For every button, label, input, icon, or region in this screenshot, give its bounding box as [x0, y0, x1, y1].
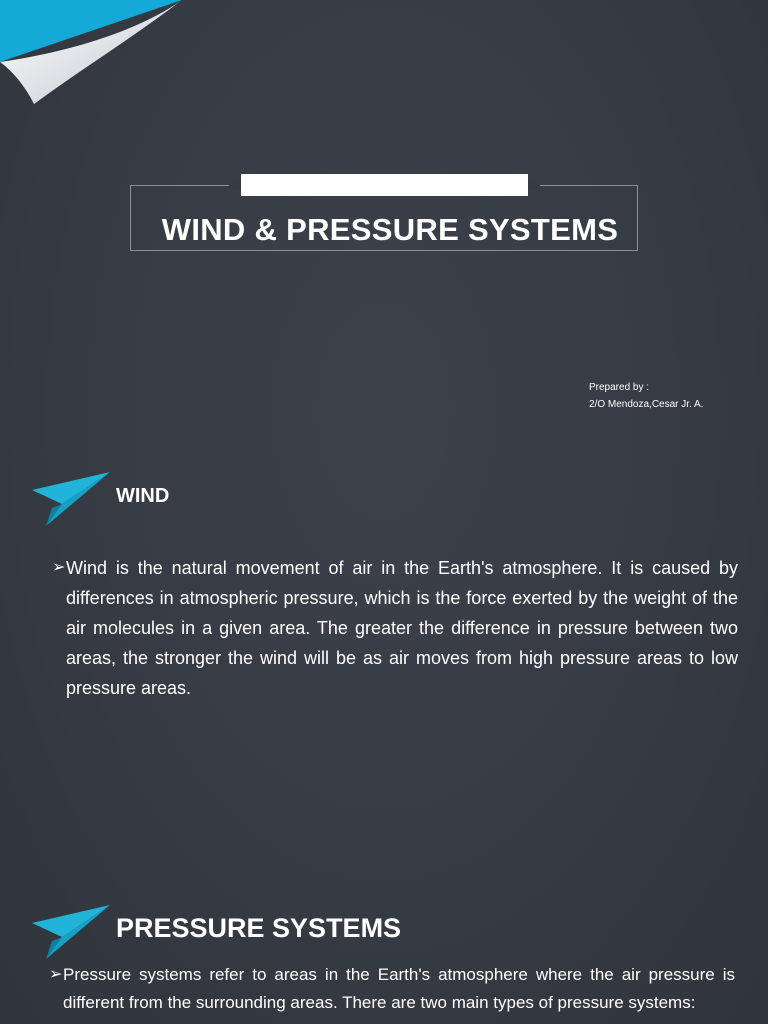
paper-plane-icon	[32, 903, 112, 963]
section-paragraph-wind	[52, 553, 738, 703]
paragraph-text: Wind is the natural movement of air in the Earth's atmosphere. It is caused by differences in atmospheric pressure, which is the force exerted by the weight of the air molecules in a given area. The greater the difference in pressure between two areas, the stronger the wind will be as air moves from high pressure areas to low pressure areas.	[66, 558, 738, 698]
page-curl-icon	[0, 0, 190, 110]
prepared-by-name: 2/O Mendoza,Cesar Jr. A.	[589, 399, 704, 410]
bullet-arrow-icon: ➢	[49, 966, 63, 983]
section-heading-wind: WIND	[116, 485, 170, 507]
paragraph-text: Pressure systems refer to areas in the Earth's atmosphere where the air pressure is different from the surrounding areas. There are two main types of pressure systems:	[63, 965, 735, 1012]
paper-plane-icon	[32, 470, 112, 530]
section-paragraph-pressure-systems	[49, 961, 735, 1017]
bullet-arrow-icon: ➢	[52, 559, 66, 576]
slide-title: WIND & PRESSURE SYSTEMS	[161, 212, 619, 247]
section-heading-pressure-systems: PRESSURE SYSTEMS	[116, 913, 402, 943]
prepared-by-label: Prepared by :	[589, 382, 650, 393]
title-accent-bar	[241, 174, 528, 196]
prepared-by	[589, 379, 704, 413]
